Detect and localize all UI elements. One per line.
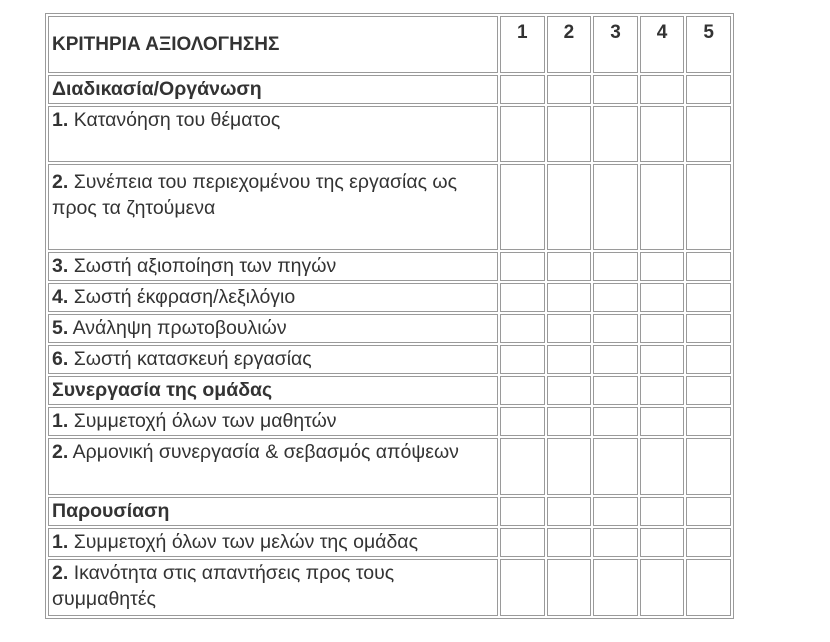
score-cell[interactable]	[686, 252, 731, 281]
section-row	[48, 497, 731, 526]
score-cell[interactable]	[593, 528, 638, 557]
score-cell[interactable]	[547, 407, 592, 436]
criterion-row	[48, 438, 731, 495]
criterion-number: 3.	[52, 255, 69, 277]
score-cell[interactable]	[500, 497, 545, 526]
score-cell[interactable]	[593, 252, 638, 281]
score-cell[interactable]	[593, 75, 638, 104]
criterion-number: 2.	[52, 171, 69, 193]
criterion-cell	[48, 559, 498, 616]
criterion-number: 1.	[52, 109, 69, 131]
score-cell[interactable]	[547, 164, 592, 250]
score-cell[interactable]	[593, 106, 638, 162]
score-cell[interactable]	[686, 438, 731, 495]
section-title: Συνεργασία της ομάδας	[48, 376, 498, 405]
criterion-number: 1.	[52, 410, 69, 432]
criterion-number: 2.	[52, 441, 69, 463]
criterion-text: Συνέπεια του περιεχομένου της εργασίας ως προς τα ζητούμενα	[52, 171, 458, 219]
score-cell[interactable]	[593, 314, 638, 343]
score-cell[interactable]	[686, 497, 731, 526]
score-cell[interactable]	[547, 438, 592, 495]
criterion-text: Κατανόηση του θέματος	[73, 109, 281, 131]
criterion-row	[48, 106, 731, 162]
score-cell[interactable]	[500, 407, 545, 436]
score-cell[interactable]	[547, 106, 592, 162]
score-cell[interactable]	[686, 106, 731, 162]
criterion-row	[48, 407, 731, 436]
score-cell[interactable]	[640, 252, 685, 281]
score-cell[interactable]	[547, 497, 592, 526]
score-cell[interactable]	[640, 106, 685, 162]
evaluation-rubric-table	[45, 13, 734, 619]
criterion-cell	[48, 164, 498, 250]
score-cell[interactable]	[500, 283, 545, 312]
score-cell[interactable]	[640, 407, 685, 436]
score-cell[interactable]	[686, 283, 731, 312]
criterion-cell	[48, 407, 498, 436]
rubric-container	[45, 13, 734, 619]
score-cell[interactable]	[547, 528, 592, 557]
criterion-text: Συμμετοχή όλων των μελών της ομάδας	[73, 531, 418, 553]
criterion-row	[48, 559, 731, 616]
score-cell[interactable]	[640, 345, 685, 374]
score-cell[interactable]	[640, 528, 685, 557]
score-cell[interactable]	[547, 283, 592, 312]
score-cell[interactable]	[593, 438, 638, 495]
criterion-text: Ανάληψη πρωτοβουλιών	[72, 317, 287, 339]
score-header-2: 2	[547, 16, 592, 73]
criterion-row	[48, 164, 731, 250]
criterion-text: Σωστή κατασκευή εργασίας	[73, 348, 312, 370]
score-cell[interactable]	[686, 314, 731, 343]
section-row	[48, 75, 731, 104]
score-cell[interactable]	[500, 75, 545, 104]
section-title: Διαδικασία/Οργάνωση	[48, 75, 498, 104]
score-header-1: 1	[500, 16, 545, 73]
criterion-cell	[48, 345, 498, 374]
criterion-number: 2.	[52, 562, 69, 584]
score-cell[interactable]	[686, 164, 731, 250]
score-cell[interactable]	[547, 376, 592, 405]
score-cell[interactable]	[593, 497, 638, 526]
score-cell[interactable]	[500, 376, 545, 405]
score-cell[interactable]	[500, 345, 545, 374]
criterion-cell	[48, 283, 498, 312]
section-title: Παρουσίαση	[48, 497, 498, 526]
score-cell[interactable]	[640, 438, 685, 495]
score-header-3: 3	[593, 16, 638, 73]
score-cell[interactable]	[686, 376, 731, 405]
criterion-number: 5.	[52, 317, 69, 339]
score-header-5: 5	[686, 16, 731, 73]
criterion-row	[48, 345, 731, 374]
criterion-cell	[48, 528, 498, 557]
score-cell[interactable]	[500, 528, 545, 557]
score-cell[interactable]	[500, 106, 545, 162]
score-cell[interactable]	[593, 407, 638, 436]
score-cell[interactable]	[500, 164, 545, 250]
criterion-row	[48, 314, 731, 343]
score-cell[interactable]	[686, 75, 731, 104]
criterion-text: Αρμονική συνεργασία & σεβασμός απόψεων	[72, 441, 459, 463]
criterion-row	[48, 528, 731, 557]
score-cell[interactable]	[500, 314, 545, 343]
score-cell[interactable]	[500, 438, 545, 495]
score-cell[interactable]	[686, 528, 731, 557]
score-cell[interactable]	[640, 283, 685, 312]
criterion-cell	[48, 106, 498, 162]
score-cell[interactable]	[593, 559, 638, 616]
score-cell[interactable]	[686, 407, 731, 436]
score-cell[interactable]	[640, 376, 685, 405]
score-cell[interactable]	[686, 345, 731, 374]
criterion-cell	[48, 252, 498, 281]
criterion-number: 6.	[52, 348, 69, 370]
score-cell[interactable]	[640, 497, 685, 526]
score-cell[interactable]	[500, 559, 545, 616]
score-cell[interactable]	[640, 314, 685, 343]
criterion-number: 1.	[52, 531, 69, 553]
score-cell[interactable]	[593, 376, 638, 405]
header-row	[48, 16, 731, 73]
criterion-text: Σωστή αξιοποίηση των πηγών	[73, 255, 337, 277]
score-cell[interactable]	[640, 75, 685, 104]
criterion-text: Ικανότητα στις απαντήσεις προς τους συμμαθητές	[52, 562, 395, 610]
score-cell[interactable]	[500, 252, 545, 281]
score-cell[interactable]	[593, 164, 638, 250]
score-cell[interactable]	[547, 314, 592, 343]
criterion-text: Συμμετοχή όλων των μαθητών	[73, 410, 337, 432]
score-cell[interactable]	[547, 75, 592, 104]
criterion-text: Σωστή έκφραση/λεξιλόγιο	[73, 286, 296, 308]
score-cell[interactable]	[547, 345, 592, 374]
criterion-cell	[48, 438, 498, 495]
criteria-header: ΚΡΙΤΗΡΙΑ ΑΞΙΟΛΟΓΗΣΗΣ	[48, 16, 498, 73]
score-cell[interactable]	[547, 559, 592, 616]
score-cell[interactable]	[547, 252, 592, 281]
criterion-cell	[48, 314, 498, 343]
section-row	[48, 376, 731, 405]
score-header-4: 4	[640, 16, 685, 73]
criterion-row	[48, 252, 731, 281]
score-cell[interactable]	[640, 559, 685, 616]
score-cell[interactable]	[593, 283, 638, 312]
criterion-row	[48, 283, 731, 312]
criterion-number: 4.	[52, 286, 69, 308]
score-cell[interactable]	[593, 345, 638, 374]
score-cell[interactable]	[640, 164, 685, 250]
score-cell[interactable]	[686, 559, 731, 616]
